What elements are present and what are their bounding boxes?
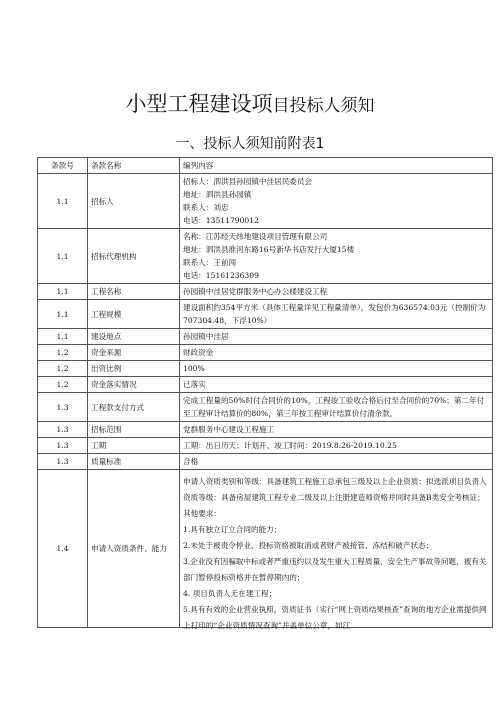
title-main: 小型工程建设项 <box>125 92 273 116</box>
content-line: 电话：15161236309 <box>183 271 259 280</box>
header-clause-name: 条款名称 <box>88 158 180 174</box>
clause-name: 资金落实情况 <box>88 377 180 393</box>
clause-name: 质量标准 <box>88 454 180 470</box>
clause-content <box>180 229 493 284</box>
clause-number: 1.3 <box>38 438 88 454</box>
table-row <box>38 300 493 329</box>
content-line: 100% <box>183 364 205 373</box>
content-line: 党群服务中心建设工程施工 <box>183 425 275 434</box>
clause-content <box>180 300 493 329</box>
table-row <box>38 329 493 345</box>
clause-number: 1.1 <box>38 174 88 229</box>
title-tail: 目投标人须知 <box>272 96 375 116</box>
clause-content <box>180 329 493 345</box>
clause-name: 建设地点 <box>88 329 180 345</box>
clause-content <box>180 393 493 422</box>
content-line: 其他要求： <box>183 509 221 518</box>
clause-name: 招标人 <box>88 174 180 229</box>
clause-number: 1.1 <box>38 329 88 345</box>
content-line: 名称：江苏经天纬地建设项目管理有限公司 <box>183 232 328 241</box>
bid-notice-table <box>37 157 493 628</box>
table-row-qualification <box>38 470 493 628</box>
clause-number: 1.2 <box>38 361 88 377</box>
table-row <box>38 438 493 454</box>
table-row <box>38 393 493 422</box>
clause-name: 工期 <box>88 438 180 454</box>
content-line: 孙园镇中洼居党群服务中心办公楼建设工程 <box>183 287 328 296</box>
table-row <box>38 229 493 284</box>
clause-number: 1.4 <box>38 470 88 628</box>
clause-content <box>180 470 493 628</box>
document-title <box>0 88 500 118</box>
table-header-row <box>38 158 493 174</box>
clause-number: 1.3 <box>38 393 88 422</box>
table-row <box>38 361 493 377</box>
clause-name: 申请人资质条件、能力 <box>88 470 180 628</box>
content-line: 4. 项目负责人无在建工程； <box>183 589 277 598</box>
clause-number: 1.1 <box>38 229 88 284</box>
clause-content <box>180 422 493 438</box>
table-row <box>38 345 493 361</box>
clause-content <box>180 345 493 361</box>
clause-number: 1.2 <box>38 345 88 361</box>
clause-name: 工程规模 <box>88 300 180 329</box>
header-clause-no: 条款号 <box>38 158 88 174</box>
clause-number: 1.3 <box>38 454 88 470</box>
content-line: 地址：泗洪县孙园镇 <box>183 190 252 199</box>
clause-name: 出资比例 <box>88 361 180 377</box>
clause-name: 招标范围 <box>88 422 180 438</box>
table-row <box>38 377 493 393</box>
content-line: 工期：出日历天；计划开、竣工时间：2019.8.26-2019.10.25 <box>183 441 397 450</box>
content-line: 孙园镇中洼居 <box>183 332 229 341</box>
content-line: 地址：泗洪县淮河东路16号新华书店发行大厦15楼 <box>183 245 355 254</box>
clause-number: 1.1 <box>38 300 88 329</box>
clause-name: 招标代理机构 <box>88 229 180 284</box>
clause-content <box>180 174 493 229</box>
content-line: 合格 <box>183 457 199 466</box>
content-line: 联系人：王前闯 <box>183 258 237 267</box>
content-line: 招标人：泗洪县孙园镇中洼居民委员会 <box>183 177 313 186</box>
clause-name: 工程名称 <box>88 284 180 300</box>
table-row <box>38 422 493 438</box>
clause-content <box>180 377 493 393</box>
content-line: 已落实 <box>183 380 206 389</box>
clause-number: 1.1 <box>38 284 88 300</box>
clause-number: 1.3 <box>38 422 88 438</box>
clause-name: 工程款支付方式 <box>88 393 180 422</box>
table-row <box>38 284 493 300</box>
clause-name: 资金来源 <box>88 345 180 361</box>
clause-content <box>180 438 493 454</box>
clause-content <box>180 361 493 377</box>
clause-number: 1.2 <box>38 377 88 393</box>
content-line: 财政资金 <box>183 348 214 357</box>
content-line: 1.具有独立订立合同的能力； <box>183 525 282 534</box>
section-subtitle: 一、投标人须知前附表1 <box>175 136 325 152</box>
clause-content <box>180 284 493 300</box>
content-line: 5.具有有效的企业营业执照，资质证书（实行“网上资质结果核查”查询的地方企业需提供网上打印的“企业资质情况查询”并盖单位公章，如江 <box>183 605 487 630</box>
content-line: 电话：13511790012 <box>183 216 259 225</box>
table-row <box>38 174 493 229</box>
qualification-text <box>183 474 489 630</box>
content-line: 完成工程量的50%时付合同价的10%，工程竣工验收合格后付至合同价的70%；第二年付至工程审计结算价的80%，第三年按工程审计结算价付清余款。 <box>183 396 485 418</box>
content-line: 3.企业没有因骗取中标或者严重违约以及发生重大工程质量、安全生产事故等问题，被有关部门暂停投标资格并在暂停期内的； <box>183 557 487 582</box>
content-line: 2.未处于被责令停业、投标资格被取消或者财产被接管、冻结和破产状态； <box>183 541 434 550</box>
content-line: 申请人资质类别和等级：具备建筑工程施工总承包三级及以上企业资质；拟选派项目负责人资质等级：具备房屋建筑工程专业二级及以上注册建造师资格并同时具备B类安全考核证； <box>183 477 487 502</box>
clause-content <box>180 454 493 470</box>
content-line: 建设面积约354平方米（具体工程量详见工程量清单），发包价为636574.03元（控制价为707304.48，下浮10%） <box>183 303 486 325</box>
content-line: 联系人：刘忠 <box>183 203 229 212</box>
header-content: 编列内容 <box>180 158 493 174</box>
table-row <box>38 454 493 470</box>
